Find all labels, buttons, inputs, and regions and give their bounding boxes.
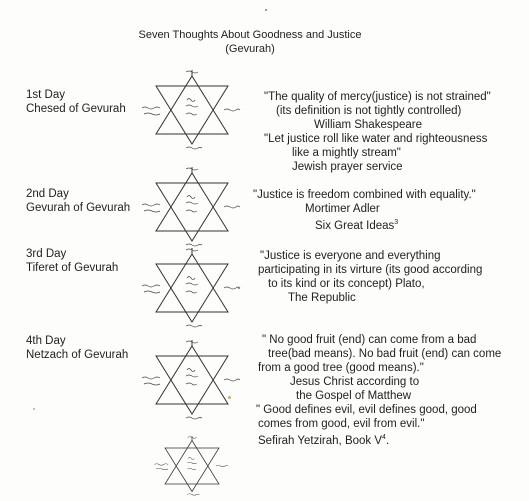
day-1-label: [26, 88, 126, 116]
quote-line: "Let justice roll like water and righteousness: [264, 133, 488, 145]
page-title: [120, 28, 380, 56]
day-1-quote: [258, 90, 491, 174]
quote-author: Jewish prayer service: [292, 161, 403, 173]
sefirah-name: Gevurah of Gevurah: [26, 202, 131, 214]
quote-line: "Justice is freedom combined with equality.": [253, 189, 476, 201]
quote-line: to its kind or its concept) Plato,: [268, 278, 425, 290]
scan-speck: [238, 287, 240, 289]
star-of-david-icon: [142, 70, 242, 150]
day-number: 1st Day: [26, 89, 65, 101]
day-number: 2nd Day: [26, 188, 69, 200]
quote-line: "The quality of mercy(justice) is not strained": [264, 91, 491, 103]
sefirah-name: Tiferet of Gevurah: [26, 262, 119, 274]
day-2-quote: [253, 188, 476, 233]
quote-line: " No good fruit (end) can come from a bad: [262, 334, 477, 346]
day-3-quote: [258, 249, 482, 305]
quote-source: Sefirah Yetzirah, Book $V^4$.: [258, 434, 390, 447]
day-number: 4th Day: [26, 335, 66, 347]
sefirah-name: Netzach of Gevurah: [26, 349, 129, 361]
quote-author: William Shakespeare: [314, 119, 423, 131]
quote-line: from a good tree (good means).": [258, 362, 424, 374]
day-4-quote: [256, 333, 501, 448]
quote-source: Six Great Ideas$^3$: [315, 219, 399, 232]
footnote-marker: 3: [394, 219, 399, 226]
footnote-marker: 4: [382, 434, 386, 441]
scan-speck: [265, 9, 267, 11]
scan-speck: [33, 408, 35, 410]
title-line-2: (Gevurah): [225, 43, 275, 55]
quote-line: " Good defines evil, evil defines good, good: [256, 404, 477, 416]
quote-author: Jesus Christ according to: [290, 376, 420, 388]
star-of-david-icon: [142, 436, 242, 496]
quote-source: The Republic: [288, 292, 356, 304]
star-of-david-icon: [142, 248, 242, 328]
sefirah-name: Chesed of Gevurah: [26, 103, 126, 115]
scan-speck: [228, 396, 231, 399]
day-4-label: [26, 334, 128, 362]
quote-line: comes from good, evil from evil.": [258, 418, 425, 430]
day-number: 3rd Day: [26, 248, 67, 260]
title-line-1: Seven Thoughts About Goodness and Justice: [138, 29, 362, 41]
quote-line: (its definition is not tightly controlled): [276, 105, 462, 117]
quote-line: like a mightly stream": [292, 147, 401, 159]
quote-line: "Justice is everyone and everything: [260, 250, 441, 262]
day-3-label: [26, 247, 118, 275]
quote-author: Mortimer Adler: [305, 203, 380, 215]
star-of-david-icon: [142, 167, 242, 247]
quote-source: the Gospel of Matthew: [296, 390, 412, 402]
quote-line: tree(bad means). No bad fruit (end) can come: [268, 348, 502, 360]
quote-line: participating in its virture (its good according: [258, 264, 483, 276]
day-2-label: [26, 187, 130, 215]
star-of-david-icon: [142, 340, 242, 420]
